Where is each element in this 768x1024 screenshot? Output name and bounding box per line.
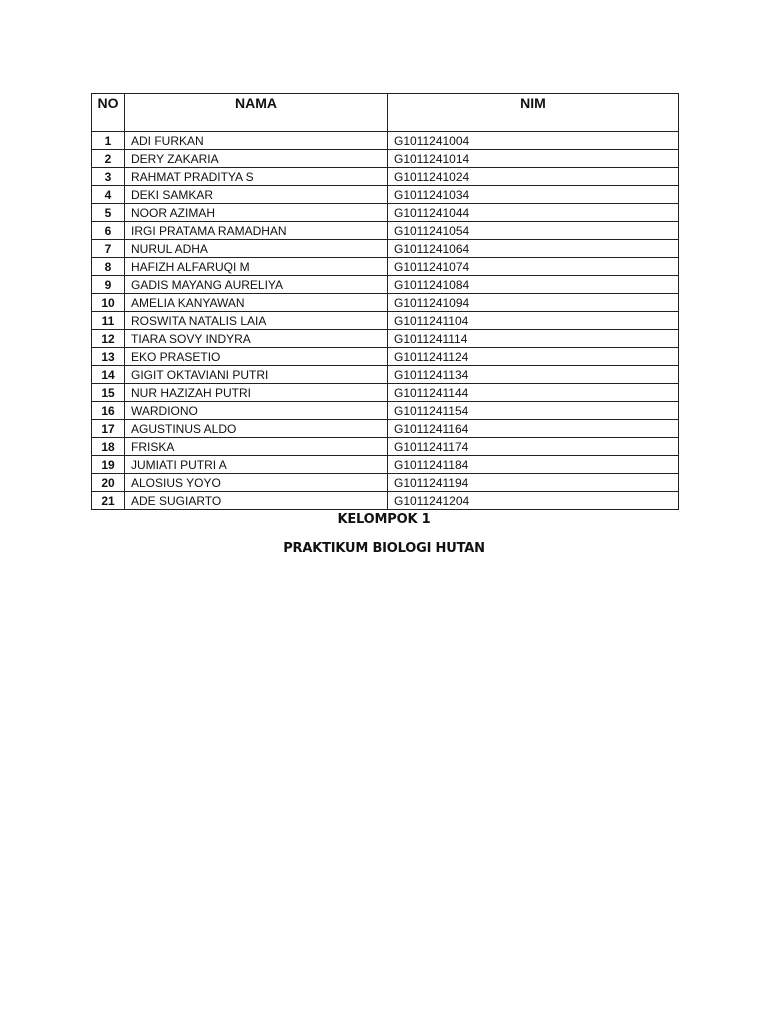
row-number: 5 [92, 204, 125, 222]
student-nim: G1011241204 [388, 492, 679, 510]
table-row [92, 438, 679, 456]
student-table [91, 93, 679, 510]
table-row [92, 240, 679, 258]
student-name: RAHMAT PRADITYA S [125, 168, 388, 186]
student-name: EKO PRASETIO [125, 348, 388, 366]
student-nim: G1011241104 [388, 312, 679, 330]
header-no: NO [92, 94, 125, 132]
student-name: DERY ZAKARIA [125, 150, 388, 168]
student-name: NURUL ADHA [125, 240, 388, 258]
table-row [92, 222, 679, 240]
row-number: 3 [92, 168, 125, 186]
student-name: NUR HAZIZAH PUTRI [125, 384, 388, 402]
student-nim: G1011241024 [388, 168, 679, 186]
student-nim: G1011241144 [388, 384, 679, 402]
table-row [92, 366, 679, 384]
table-row [92, 132, 679, 150]
header-nama: NAMA [125, 94, 388, 132]
student-nim: G1011241014 [388, 150, 679, 168]
row-number: 10 [92, 294, 125, 312]
row-number: 1 [92, 132, 125, 150]
student-nim: G1011241154 [388, 402, 679, 420]
row-number: 19 [92, 456, 125, 474]
table-row [92, 402, 679, 420]
student-nim: G1011241194 [388, 474, 679, 492]
student-name: FRISKA [125, 438, 388, 456]
student-nim: G1011241074 [388, 258, 679, 276]
row-number: 18 [92, 438, 125, 456]
table-body [92, 132, 679, 510]
table-row [92, 384, 679, 402]
row-number: 11 [92, 312, 125, 330]
row-number: 12 [92, 330, 125, 348]
table-row [92, 456, 679, 474]
student-nim: G1011241114 [388, 330, 679, 348]
row-number: 2 [92, 150, 125, 168]
student-name: NOOR AZIMAH [125, 204, 388, 222]
header-nim: NIM [388, 94, 679, 132]
student-name: ADE SUGIARTO [125, 492, 388, 510]
row-number: 8 [92, 258, 125, 276]
student-nim: G1011241124 [388, 348, 679, 366]
row-number: 16 [92, 402, 125, 420]
table-row [92, 348, 679, 366]
table-row [92, 294, 679, 312]
row-number: 14 [92, 366, 125, 384]
student-name: DEKI SAMKAR [125, 186, 388, 204]
table-header-row [92, 94, 679, 132]
row-number: 9 [92, 276, 125, 294]
student-name: GIGIT OKTAVIANI PUTRI [125, 366, 388, 384]
table-row [92, 204, 679, 222]
student-nim: G1011241164 [388, 420, 679, 438]
student-name: HAFIZH ALFARUQI M [125, 258, 388, 276]
course-caption: PRAKTIKUM BIOLOGI HUTAN [283, 541, 485, 556]
table-row [92, 258, 679, 276]
student-name: TIARA SOVY INDYRA [125, 330, 388, 348]
student-name: AGUSTINUS ALDO [125, 420, 388, 438]
student-name: JUMIATI PUTRI A [125, 456, 388, 474]
student-nim: G1011241174 [388, 438, 679, 456]
student-nim: G1011241134 [388, 366, 679, 384]
student-name: GADIS MAYANG AURELIYA [125, 276, 388, 294]
row-number: 13 [92, 348, 125, 366]
student-name: ADI FURKAN [125, 132, 388, 150]
student-name: ROSWITA NATALIS LAIA [125, 312, 388, 330]
table-row [92, 330, 679, 348]
row-number: 6 [92, 222, 125, 240]
student-nim: G1011241004 [388, 132, 679, 150]
row-number: 20 [92, 474, 125, 492]
student-nim: G1011241054 [388, 222, 679, 240]
table-row [92, 168, 679, 186]
table-row [92, 312, 679, 330]
table-row [92, 186, 679, 204]
student-nim: G1011241034 [388, 186, 679, 204]
row-number: 4 [92, 186, 125, 204]
student-nim: G1011241044 [388, 204, 679, 222]
group-caption: KELOMPOK 1 [337, 512, 431, 527]
row-number: 15 [92, 384, 125, 402]
row-number: 21 [92, 492, 125, 510]
student-nim: G1011241084 [388, 276, 679, 294]
student-nim: G1011241184 [388, 456, 679, 474]
student-nim: G1011241094 [388, 294, 679, 312]
student-name: WARDIONO [125, 402, 388, 420]
table-row [92, 276, 679, 294]
student-name: ALOSIUS YOYO [125, 474, 388, 492]
student-name: IRGI PRATAMA RAMADHAN [125, 222, 388, 240]
student-name: AMELIA KANYAWAN [125, 294, 388, 312]
table-row [92, 474, 679, 492]
table-row [92, 492, 679, 510]
table-row [92, 150, 679, 168]
table-row [92, 420, 679, 438]
row-number: 7 [92, 240, 125, 258]
student-nim: G1011241064 [388, 240, 679, 258]
row-number: 17 [92, 420, 125, 438]
